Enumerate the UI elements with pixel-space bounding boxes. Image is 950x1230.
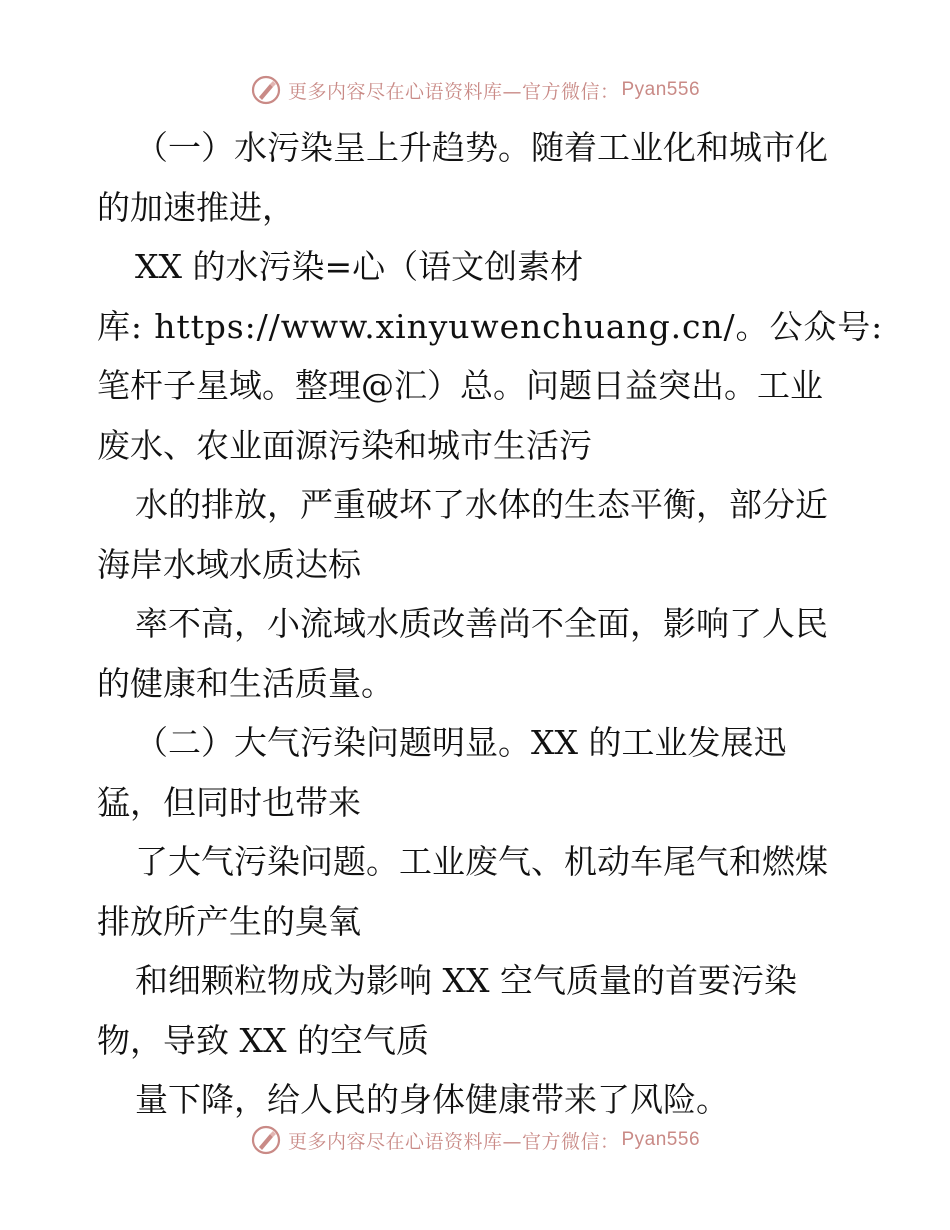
watermark-text: 更多内容尽在心语资料库—官方微信： — [287, 80, 620, 103]
pen-logo-icon — [250, 74, 282, 106]
document-body — [97, 118, 884, 1130]
text-line: 水的排放，严重破坏了水体的生态平衡，部分近 — [135, 485, 828, 524]
watermark-text: 更多内容尽在心语资料库—官方微信： — [287, 1130, 620, 1153]
text-line: 排放所产生的臭氧 — [97, 901, 361, 941]
watermark-wechat-id: Pyan556 — [621, 79, 701, 100]
text-line: （一）水污染呈上升趋势。随着工业化和城市化 — [135, 128, 828, 167]
text-line: 量下降，给人民的身体健康带来了风险。 — [135, 1080, 729, 1119]
text-line: 的健康和生活质量。 — [97, 663, 394, 703]
text-line: 了大气污染问题。工业废气、机动车尾气和燃煤 — [135, 842, 828, 881]
text-line: 和细颗粒物成为影响 XX 空气质量的首要污染 — [135, 961, 797, 1000]
text-line: 的加速推进， — [97, 187, 295, 227]
header-watermark — [0, 70, 950, 110]
watermark-wechat-id: Pyan556 — [621, 1129, 701, 1150]
text-line: XX 的水污染=心（语文创素材 — [135, 247, 584, 286]
text-line: 笔杆子星域。整理@汇）总。问题日益突出。工业 — [97, 366, 823, 405]
text-line: 物，导致 XX 的空气质 — [97, 1020, 429, 1060]
text-line: 率不高，小流域水质改善尚不全面，影响了人民 — [135, 604, 828, 643]
pen-logo-icon — [250, 1124, 282, 1156]
text-line: 废水、农业面源污染和城市生活污 — [97, 425, 592, 465]
text-line: （二）大气污染问题明显。XX 的工业发展迅 — [135, 723, 787, 762]
text-line: 猛，但同时也带来 — [97, 782, 361, 822]
text-line: 库: https://www.xinyuwenchuang.cn/。公众号: — [97, 306, 884, 346]
footer-watermark — [0, 1120, 950, 1160]
text-line: 海岸水域水质达标 — [97, 544, 361, 584]
